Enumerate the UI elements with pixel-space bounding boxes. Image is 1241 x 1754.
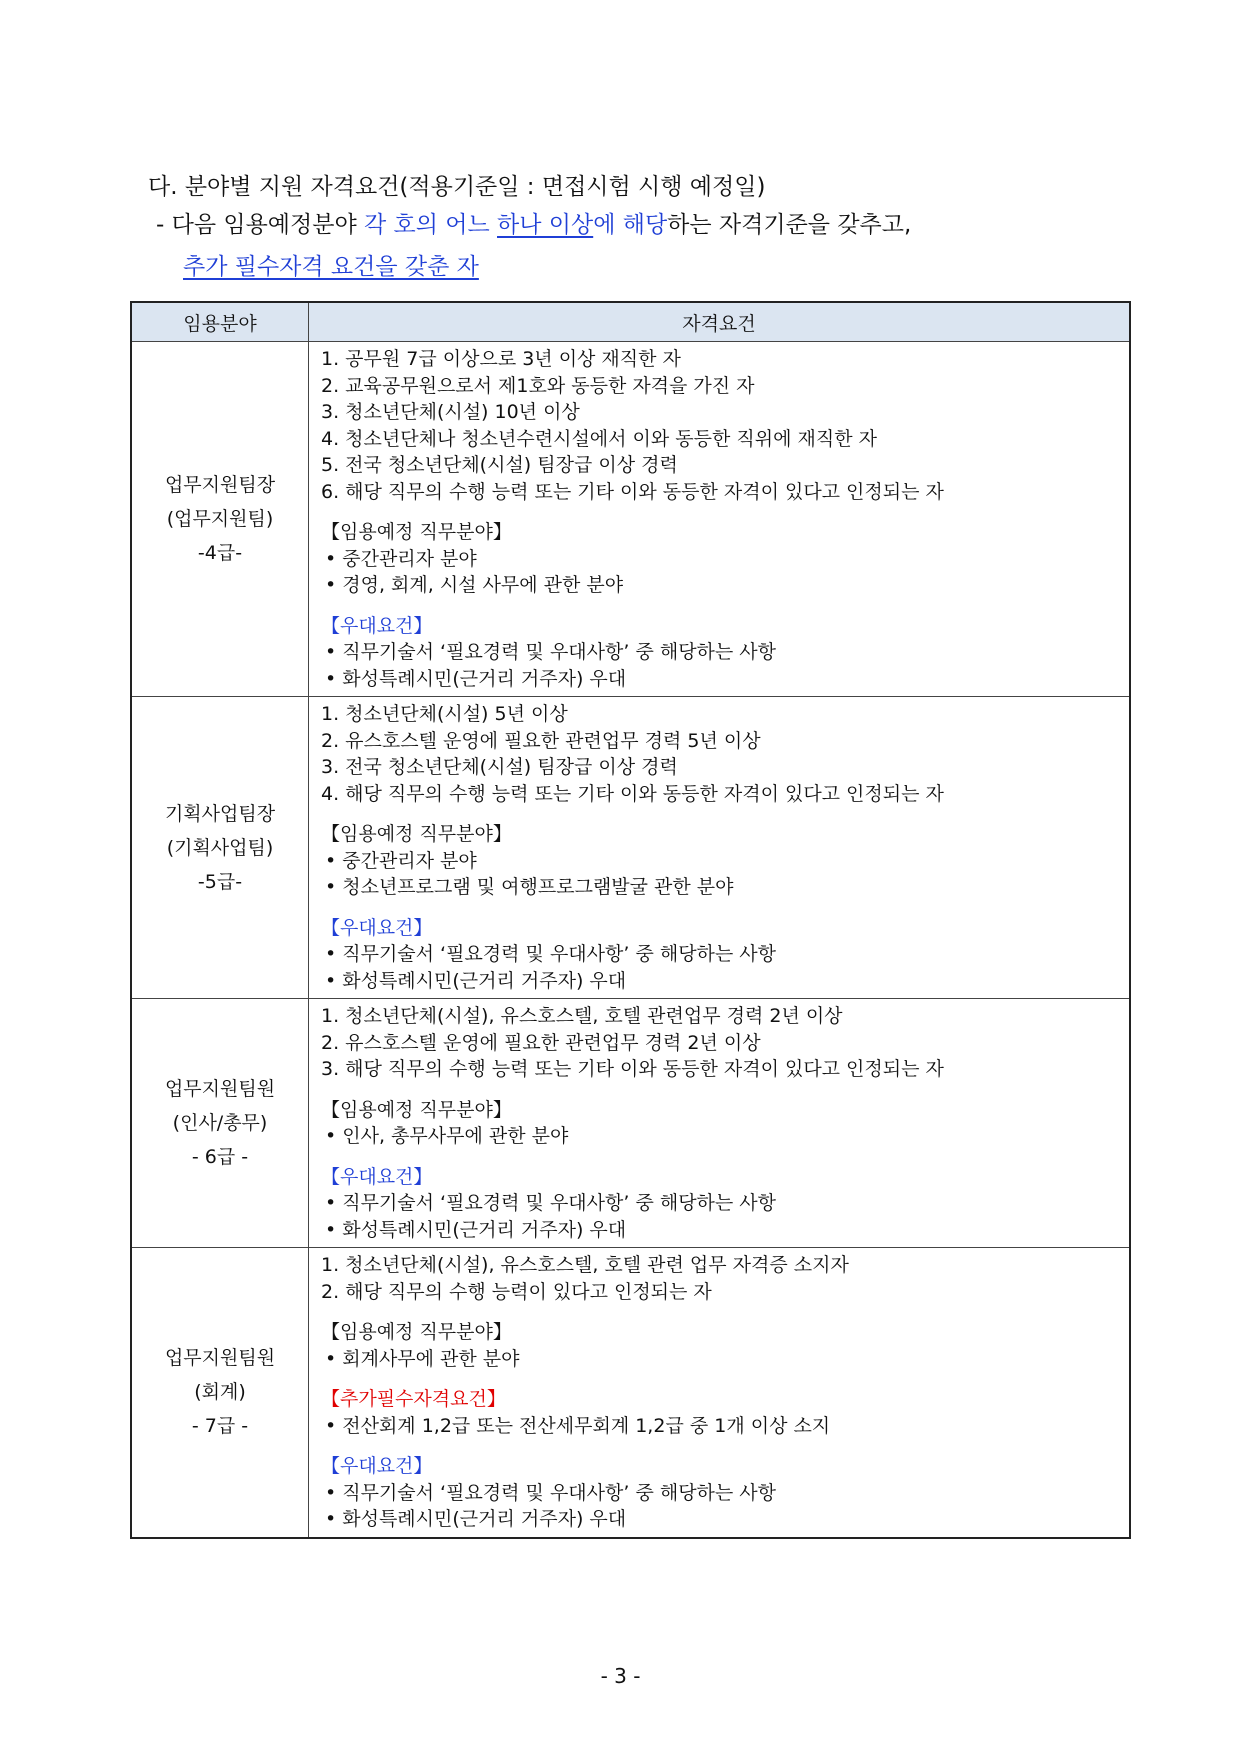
- extra-requirement-item: • 전산회계 1,2급 또는 전산세무회계 1,2급 중 1개 이상 소지: [325, 1414, 831, 1437]
- table-row: [131, 999, 1130, 1248]
- area-title: 【임용예정 직무분야】: [321, 521, 512, 543]
- requirement-item: 3. 전국 청소년단체(시설) 팀장급 이상 경력: [321, 756, 678, 778]
- field-grade: - 6급 -: [191, 1146, 249, 1168]
- table-row: [131, 697, 1130, 999]
- preference-item: • 화성특례시민(근거리 거주자) 우대: [325, 1508, 627, 1530]
- requirements-cell: [309, 999, 1131, 1248]
- requirement-item: 2. 교육공무원으로서 제1호와 동등한 자격을 가진 자: [321, 374, 755, 397]
- requirement-item: 1. 청소년단체(시설), 유스호스텔, 호텔 관련 업무 자격증 소지자: [321, 1254, 849, 1276]
- area-item: • 회계사무에 관한 분야: [325, 1347, 520, 1370]
- table-row: [131, 342, 1130, 697]
- area-item: • 청소년프로그램 및 여행프로그램발굴 관한 분야: [325, 876, 734, 898]
- area-item: • 경영, 회계, 시설 사무에 관한 분야: [325, 574, 624, 596]
- field-title: 업무지원팀장: [164, 474, 276, 496]
- header-field: 임용분야: [131, 302, 309, 342]
- requirement-item: 2. 유스호스텔 운영에 필요한 관련업무 경력 2년 이상: [321, 1031, 761, 1054]
- section-title: 다. 분야별 지원 자격요건(적용기준일 : 면접시험 시행 예정일): [148, 174, 766, 200]
- requirement-item: 1. 청소년단체(시설), 유스호스텔, 호텔 관련업무 경력 2년 이상: [321, 1005, 843, 1027]
- requirements-cell: [309, 697, 1131, 999]
- area-title: 【임용예정 직무분야】: [321, 823, 512, 845]
- preference-title: 【우대요건】: [321, 614, 433, 637]
- area-item: • 중간관리자 분야: [325, 849, 477, 872]
- preference-title: 【우대요건】: [321, 916, 433, 939]
- field-cell: [131, 342, 309, 697]
- intro-suffix: 하는 자격기준을 갖추고,: [667, 212, 912, 238]
- field-cell: [131, 697, 309, 999]
- requirement-item: 3. 해당 직무의 수행 능력 또는 기타 이와 동등한 자격이 있다고 인정되는 자: [321, 1058, 944, 1080]
- field-team: (업무지원팀): [166, 508, 274, 530]
- field-team: (기획사업팀): [166, 836, 274, 859]
- area-item: • 인사, 총무사무에 관한 분야: [325, 1125, 569, 1147]
- field-cell: [131, 999, 309, 1248]
- requirements-cell: [309, 342, 1131, 697]
- area-title: 【임용예정 직무분야】: [321, 1098, 512, 1121]
- intro-prefix: - 다음 임용예정분야: [156, 212, 364, 238]
- field-grade: - 7급 -: [191, 1415, 249, 1438]
- requirement-item: 6. 해당 직무의 수행 능력 또는 기타 이와 동등한 자격이 있다고 인정되는 자: [321, 480, 944, 503]
- preference-item: • 화성특례시민(근거리 거주자) 우대: [325, 667, 627, 690]
- intro-emphasis-underlined: 하나 이상: [497, 212, 594, 238]
- preference-item: • 직무기술서 ‘필요경력 및 우대사항’ 중 해당하는 사항: [325, 1481, 776, 1504]
- preference-item: • 직무기술서 ‘필요경력 및 우대사항’ 중 해당하는 사항: [325, 943, 776, 965]
- field-grade: -5급-: [197, 870, 243, 893]
- field-team: (회계): [194, 1381, 246, 1404]
- field-grade: -4급-: [197, 542, 243, 564]
- preference-title: 【우대요건】: [321, 1165, 433, 1188]
- requirement-item: 2. 유스호스텔 운영에 필요한 관련업무 경력 5년 이상: [321, 729, 761, 752]
- requirement-item: 4. 청소년단체나 청소년수련시설에서 이와 동등한 직위에 재직한 자: [321, 427, 877, 450]
- area-title: 【임용예정 직무분야】: [321, 1321, 512, 1343]
- header-requirements: 자격요건: [309, 302, 1131, 342]
- intro-line-2: 추가 필수자격 요건을 갖춘 자: [183, 254, 479, 280]
- requirements-cell: [309, 1248, 1131, 1538]
- table-row: [131, 1248, 1130, 1538]
- preference-item: • 직무기술서 ‘필요경력 및 우대사항’ 중 해당하는 사항: [325, 1192, 776, 1214]
- requirement-item: 4. 해당 직무의 수행 능력 또는 기타 이와 동등한 자격이 있다고 인정되는 자: [321, 782, 944, 805]
- requirements-table: [130, 301, 1131, 1539]
- preference-item: • 화성특례시민(근거리 거주자) 우대: [325, 969, 627, 992]
- preference-title: 【우대요건】: [321, 1455, 433, 1477]
- intro-emphasis-2: 에 해당: [593, 212, 668, 238]
- intro-emphasis-1: 각 호의 어느: [363, 212, 498, 238]
- intro-line-1: [156, 210, 911, 240]
- requirement-item: 5. 전국 청소년단체(시설) 팀장급 이상 경력: [321, 454, 678, 476]
- field-title: 업무지원팀원: [164, 1078, 276, 1100]
- page-number: - 3 -: [600, 1664, 641, 1688]
- extra-requirement-title: 【추가필수자격요건】: [321, 1388, 506, 1410]
- preference-item: • 직무기술서 ‘필요경력 및 우대사항’ 중 해당하는 사항: [325, 641, 776, 663]
- requirement-item: 3. 청소년단체(시설) 10년 이상: [321, 401, 580, 423]
- area-item: • 중간관리자 분야: [325, 547, 477, 570]
- field-team: (인사/총무): [172, 1112, 268, 1134]
- field-title: 업무지원팀원: [164, 1347, 276, 1370]
- requirement-item: 1. 청소년단체(시설) 5년 이상: [321, 703, 568, 725]
- requirement-item: 2. 해당 직무의 수행 능력이 있다고 인정되는 자: [321, 1280, 712, 1303]
- field-cell: [131, 1248, 309, 1538]
- preference-item: • 화성특례시민(근거리 거주자) 우대: [325, 1218, 627, 1241]
- field-title: 기획사업팀장: [164, 802, 276, 825]
- table-header-row: [131, 302, 1130, 342]
- requirement-item: 1. 공무원 7급 이상으로 3년 이상 재직한 자: [321, 348, 681, 370]
